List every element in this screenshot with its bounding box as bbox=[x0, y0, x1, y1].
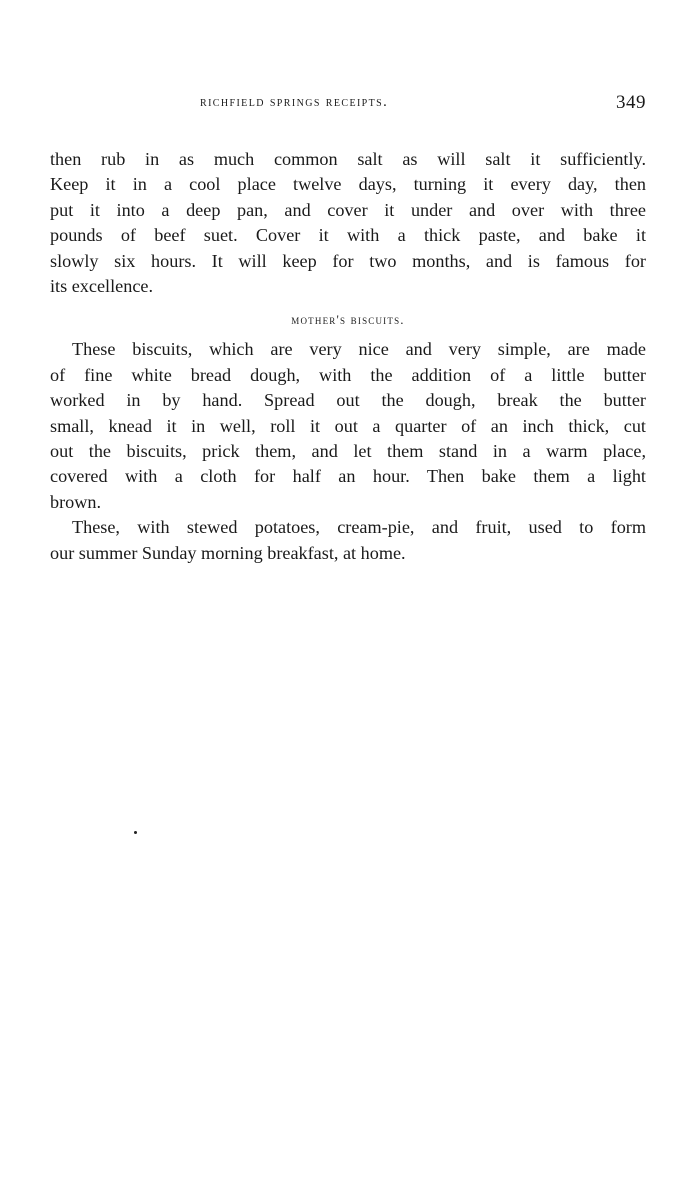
text-line: put it into a deep pan, and cover it under and over with three bbox=[50, 199, 646, 220]
text-line: Keep it in a cool place twelve days, turning it every day, then bbox=[50, 174, 646, 195]
recipe-paragraph bbox=[50, 515, 646, 566]
continued-paragraph bbox=[50, 147, 646, 299]
text-line: worked in by hand. Spread out the dough, break the butter bbox=[50, 390, 646, 411]
text-line: covered with a cloth for half an hour. Then bake them a light bbox=[50, 466, 646, 487]
text-line: These biscuits, which are very nice and very simple, are made bbox=[72, 339, 646, 360]
text-line: brown. bbox=[50, 491, 102, 512]
text-line: These, with stewed potatoes, cream-pie, and fruit, used to form bbox=[72, 517, 646, 538]
text-line: slowly six hours. It will keep for two months, and is famous for bbox=[50, 250, 646, 271]
page-number: 349 bbox=[616, 92, 646, 113]
text-line: of fine white bread dough, with the addition of a little butter bbox=[50, 364, 646, 385]
text-line: pounds of beef suet. Cover it with a thick paste, and bake it bbox=[50, 225, 646, 246]
running-head bbox=[50, 94, 646, 118]
text-line: then rub in as much common salt as will salt it sufficiently. bbox=[50, 149, 646, 169]
ink-speck bbox=[134, 831, 137, 834]
text-line: out the biscuits, prick them, and let them stand in a warm place, bbox=[50, 441, 646, 462]
recipe-paragraph bbox=[50, 337, 646, 515]
text-line: our summer Sunday morning breakfast, at home. bbox=[50, 542, 406, 563]
text-line: small, knead it in well, roll it out a quarter of an inch thick, cut bbox=[50, 415, 646, 436]
text-line: its excellence. bbox=[50, 276, 154, 297]
body-text bbox=[50, 147, 646, 566]
running-title: richfield springs receipts. bbox=[200, 94, 389, 110]
recipe-title: mother's biscuits. bbox=[291, 312, 405, 328]
